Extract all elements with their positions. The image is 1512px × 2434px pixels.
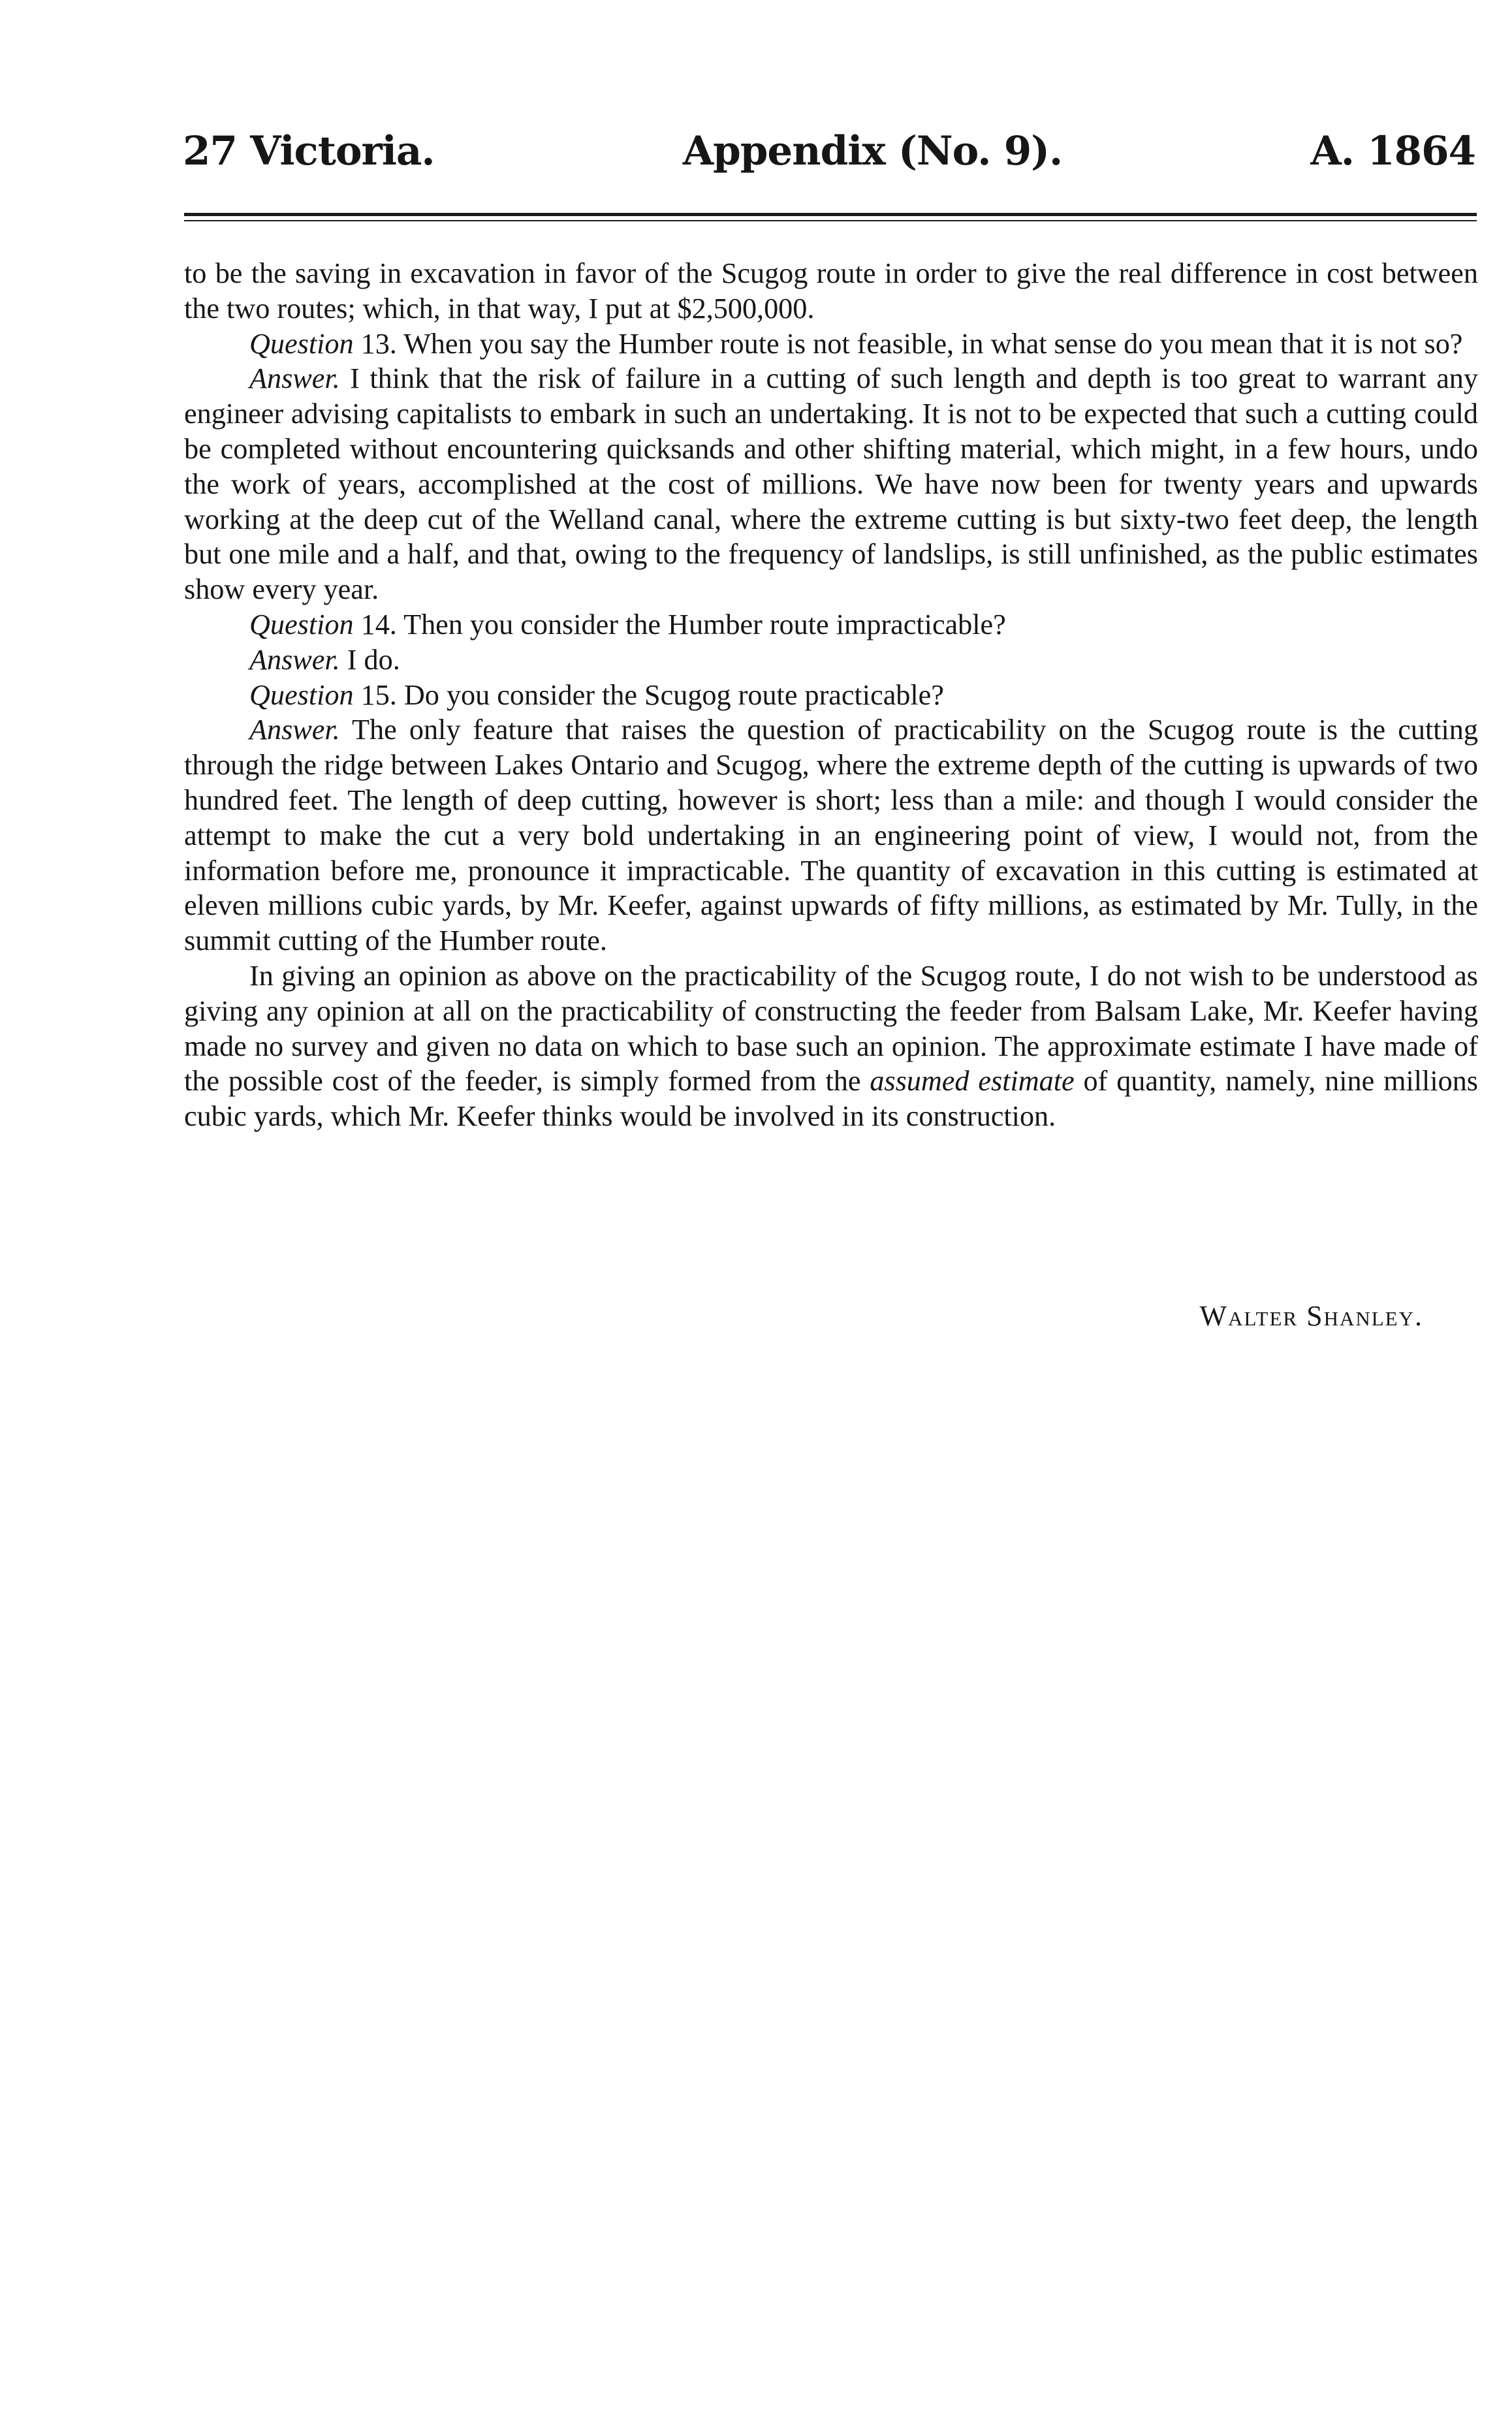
question-13 (184, 326, 1478, 362)
answer-text: I think that the risk of failure in a cutting of such length and depth is too great to warrant any engineer advising capitalists to embark in such an undertaking. It is not to be expected that such a cutting could be completed without encountering quicksands and other shifting material, which might, in a few hours, undo the work of years, accomplished at the cost of millions. We have now been for twenty years and upwards working at the deep cut of the Welland canal, where the extreme cutting is but sixty-two feet deep, the length but one mile and a half, and that, owing to the frequency of landslips, is still unfinished, as the public estimates show every year. (184, 362, 1478, 606)
answer-label: Answer. (249, 643, 340, 676)
answer-label: Answer. (249, 714, 340, 746)
question-14 (184, 607, 1478, 642)
answer-text: I do. (339, 643, 400, 676)
question-number: 14. (353, 608, 397, 640)
answer-14 (184, 642, 1478, 678)
question-label: Question (249, 678, 354, 711)
question-label: Question (249, 608, 354, 640)
continuation-paragraph: to be the saving in excavation in favor of the Scugog route in order to give the real difference in cost between the two routes; which, in that way, I put at $2,500,000. (184, 257, 1478, 324)
question-number: 13. (353, 327, 397, 360)
question-text: Do you consider the Scugog route practicable? (396, 678, 944, 711)
answer-label: Answer. (249, 362, 340, 395)
closing-emphasis: assumed estimate (870, 1065, 1075, 1098)
closing-text-start: In giving an opinion as above on the practicability of the Scugog route, I do not wish to be understood as giving any opinion at all on the practicability of constructing the feeder from Balsam Lake, Mr. Keefer having made no survey and given no data on which to base such an opinion. The approximate estimate I have made of the possible cost of the feeder, is simply formed from the (184, 959, 1478, 1098)
signature: Walter Shanley. (1199, 1300, 1423, 1332)
running-header (183, 128, 1475, 187)
header-appendix: Appendix (No. 9). (682, 128, 1063, 174)
header-year: A. 1864 (1310, 128, 1475, 174)
answer-13 (184, 361, 1478, 607)
closing-paragraph (184, 958, 1478, 1134)
question-label: Question (249, 327, 354, 360)
question-number: 15. (353, 678, 397, 711)
header-rule (184, 213, 1477, 221)
header-rule-thin (184, 220, 1477, 221)
closing-text-end: of quantity, namely, nine millions cubic yards, which Mr. Keefer thinks would be involved in its construction. (184, 1065, 1478, 1133)
question-text: When you say the Humber route is not feasible, in what sense do you mean that it is not so? (396, 327, 1463, 360)
header-session: 27 Victoria. (183, 128, 435, 174)
answer-text: The only feature that raises the question of practicability on the Scugog route is the cutting through the ridge between Lakes Ontario and Scugog, where the extreme depth of the cutting is upwards of two hundred feet. The length of deep cutting, however is short; less than a mile: and though I would consider the attempt to make the cut a very bold undertaking in an engineering point of view, I would not, from the information before me, pronounce it impracticable. The quantity of excavation in this cutting is estimated at eleven millions cubic yards, by Mr. Keefer, against upwards of fifty millions, as estimated by Mr. Tully, in the summit cutting of the Humber route. (184, 714, 1478, 957)
question-15 (184, 678, 1478, 713)
question-text: Then you consider the Humber route impracticable? (396, 608, 1006, 640)
document-body (184, 256, 1478, 1134)
answer-15 (184, 712, 1478, 958)
